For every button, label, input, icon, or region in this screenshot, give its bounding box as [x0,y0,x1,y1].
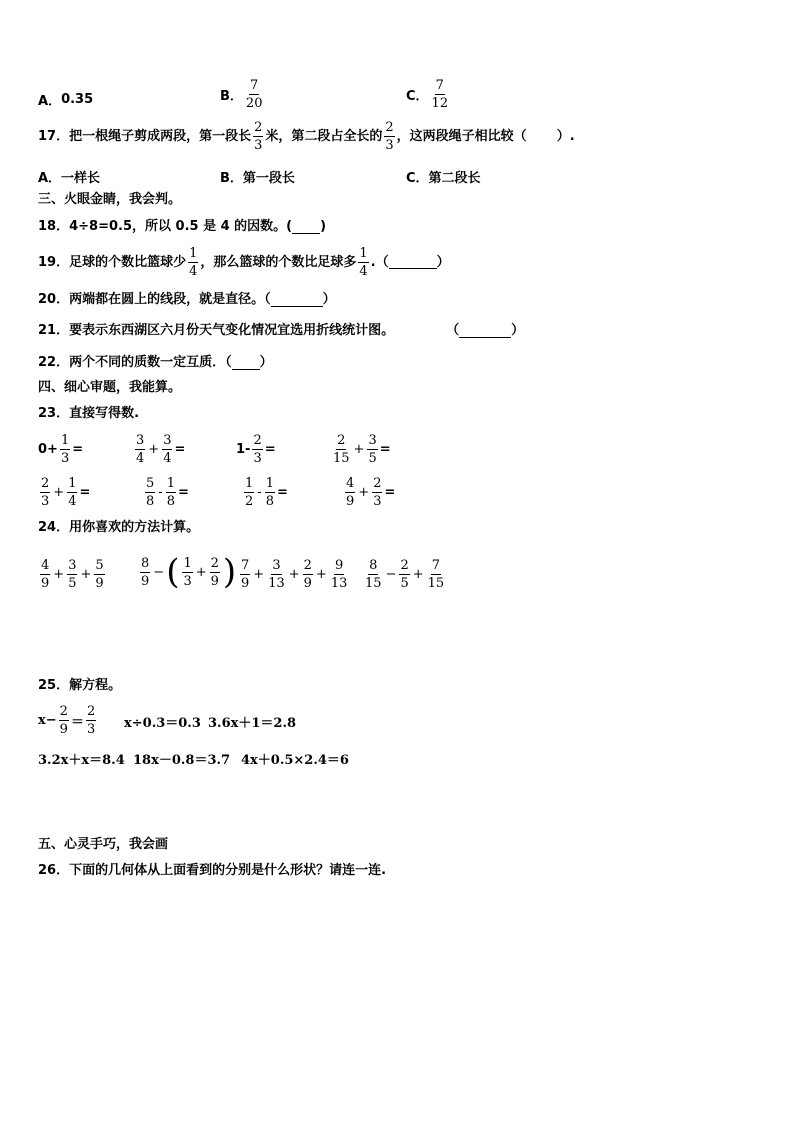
q23-expr-4[interactable] [330,433,391,466]
q20-close-paren: ） [322,292,336,307]
operator: + [412,567,424,582]
fraction-denominator: 12 [431,96,449,111]
q23-expr-1[interactable] [38,433,83,466]
fraction [244,476,254,509]
q25-equation-2[interactable] [124,712,201,731]
q25-equation-4[interactable] [38,749,125,768]
fraction-numerator: 8 [369,558,378,573]
fraction-numerator: 3 [272,558,281,573]
fraction-denominator: 3 [41,494,50,509]
q17-text-2: 米，第二段占全长的 [265,128,383,144]
fraction-denominator: 3 [253,451,262,466]
q17-option-b[interactable] [220,167,295,186]
q22-text: 22．两个不同的质数一定互质．（ [38,355,232,370]
q25-title-text: 25．解方程。 [38,678,122,693]
fraction-denominator: 4 [68,494,77,509]
operator: + [53,567,65,582]
equals-sign: = [174,442,186,457]
fraction-numerator: 2 [41,476,50,491]
q23-expr-8[interactable] [343,476,395,509]
operator: + [315,567,327,582]
fraction-denominator: 5 [68,576,77,591]
fraction-denominator: 13 [330,576,348,591]
fraction [67,476,77,509]
q23-expr-5[interactable] [38,476,90,509]
q16-option-c[interactable] [406,78,451,111]
fraction-numerator: 1 [183,555,192,571]
question-25-title [38,678,121,694]
fraction [135,433,145,466]
q16-option-b[interactable] [220,78,265,111]
option-b-label: B． [220,89,243,104]
operator: + [358,485,370,500]
question-21 [38,323,524,339]
fraction [40,558,50,591]
q21-answer-blank[interactable] [459,325,511,338]
fraction-denominator: 9 [95,576,104,591]
fraction-denominator: 3 [373,494,382,509]
operator: + [288,567,300,582]
fraction [240,558,250,591]
section-4-text: 四、细心审题，我能算。 [38,380,182,395]
equation-prefix: x− [38,713,57,728]
fraction-numerator: 7 [250,78,259,93]
fraction-numerator: 3 [368,433,377,448]
q17-text-3: ，这两段绳子相比较（ [396,128,527,144]
fraction [59,704,69,737]
fraction-denominator: 3 [60,451,70,466]
q25-equation-6[interactable] [241,749,349,768]
q23-title-text: 23．直接写得数. [38,406,140,421]
fraction [367,433,377,466]
equation-text: x÷0.3＝0.3 [124,716,201,731]
question-18 [38,219,326,235]
q17-option-a[interactable] [38,167,100,186]
q17-text-4: ）. [556,128,575,144]
fraction [40,476,50,509]
q20-answer-blank[interactable] [271,294,323,307]
fraction-denominator: 13 [268,576,285,591]
fraction-numerator: 2 [210,555,219,571]
question-20 [38,292,336,308]
question-24-title [38,520,199,536]
q21-open-paren: （ [446,323,460,338]
q19-answer-blank[interactable] [389,256,437,269]
fraction-numerator: 3 [68,558,77,573]
fraction [372,476,382,509]
fraction-numerator: 2 [373,476,382,491]
fraction-denominator: 9 [141,573,150,589]
equals-sign: = [177,485,189,500]
fraction-numerator: 2 [337,433,346,448]
fraction [86,704,96,737]
fraction-denominator: 9 [241,576,250,591]
q19-close-paren: ） [436,254,450,270]
fraction-denominator: 4 [136,451,145,466]
fraction-numerator: 2 [59,704,68,719]
q23-expr-7[interactable] [242,476,288,509]
fraction-numerator: 3 [136,433,145,448]
fraction-numerator: 2 [253,433,262,448]
equals-sign: = [384,485,396,500]
fraction-denominator: 4 [359,264,368,279]
equals-sign: = [72,442,84,457]
fraction-numerator: 1 [189,246,198,261]
equation-text: 18x－0.8＝3.7 [133,753,231,768]
operator: + [353,442,365,457]
fraction-denominator: 9 [346,494,355,509]
operator: - [257,485,262,500]
fraction-denominator: 9 [59,722,68,737]
q23-expr-6[interactable] [143,476,189,509]
fraction [332,433,351,466]
fraction [330,558,349,591]
q18-answer-blank[interactable] [292,221,320,234]
fraction [364,558,383,591]
operator: + [80,567,92,582]
fraction-numerator: 7 [435,78,444,93]
fraction-denominator: 15 [333,451,350,466]
equation-text: 4x＋0.5×2.4＝6 [241,753,349,768]
fraction [166,476,176,509]
equals-sign: = [379,442,391,457]
fraction-numerator: 2 [86,704,96,719]
q24-expr-4[interactable] [362,558,447,591]
q19-fraction-1 [188,246,198,279]
fraction-denominator: 8 [146,494,155,509]
section-5-heading [38,837,168,853]
equals-sign: = [276,485,288,500]
equation-text: 3.2x＋x＝8.4 [38,753,125,768]
fraction [267,558,286,591]
q17-option-c[interactable] [406,167,481,186]
left-paren: ( [166,552,180,592]
q24-expr-1[interactable] [38,558,107,591]
fraction-numerator: 3 [163,433,172,448]
fraction-numerator: 2 [385,120,394,135]
question-26 [38,863,386,879]
fraction-numerator: 2 [254,120,263,135]
option-c-fraction [431,78,450,111]
fraction-numerator: 2 [303,558,312,573]
option-a-label: A．一样长 [38,171,101,186]
q24-title-text: 24．用你喜欢的方法计算。 [38,520,200,535]
q21-text: 21．要表示东西湖区六月份天气变化情况宜选用折线统计图。 [38,323,395,338]
option-a-value: 0.35 [61,92,94,107]
fraction-denominator: 3 [385,138,394,153]
fraction-denominator: 8 [166,494,175,509]
fraction [265,476,275,509]
section-3-heading [38,192,181,208]
expr-prefix: 0+ [38,442,58,457]
q25-equation-3[interactable] [208,712,296,731]
operator: - [158,485,163,500]
section-5-text: 五、心灵手巧，我会画 [38,837,169,852]
q17-fraction-1 [253,120,263,153]
q25-equation-1[interactable] [38,704,98,737]
q25-equation-5[interactable] [133,749,230,768]
q18-text: 18．4÷8=0.5，所以 0.5 是 4 的因数。( [38,219,293,234]
fraction [162,433,172,466]
q22-close-paren: ） [259,355,273,370]
q24-expr-3[interactable] [238,558,350,591]
fraction-denominator: 20 [245,96,263,111]
operator: − [153,564,165,580]
fraction-numerator: 1 [245,476,254,491]
fraction [94,558,104,591]
option-c-label: C．第二段长 [406,171,481,186]
fraction [60,433,70,466]
fraction-denominator: 9 [303,576,312,591]
fraction [145,476,155,509]
fraction-denominator: 15 [365,576,382,591]
q19-text-2: ，那么篮球的个数比足球多 [200,254,357,270]
fraction-numerator: 1 [68,476,77,491]
equals-sign: ＝ [70,715,84,730]
question-23-title [38,406,139,422]
q17-text-1: 17．把一根绳子剪成两段，第一段长 [38,128,252,144]
fraction-denominator: 2 [245,494,254,509]
fraction-numerator: 1 [166,476,175,491]
q19-text-3: .（ [370,254,389,270]
fraction-denominator: 8 [265,494,274,509]
fraction-denominator: 4 [189,264,198,279]
fraction-denominator: 3 [254,138,263,153]
equals-sign: = [264,442,276,457]
option-b-label: B．第一段长 [220,171,295,186]
q19-fraction-2 [358,246,368,279]
fraction [210,556,220,589]
fraction-denominator: 5 [368,451,377,466]
operator: + [53,485,65,500]
q18-close-paren: ) [320,219,327,234]
fraction-numerator: 4 [41,558,50,573]
fraction-numerator: 1 [265,476,274,491]
q23-expr-2[interactable] [133,433,185,466]
fraction-denominator: 3 [183,573,192,589]
fraction-numerator: 4 [346,476,355,491]
fraction-numerator: 1 [359,246,368,261]
q26-text: 26．下面的几何体从上面看到的分别是什么形状？请连一连. [38,863,387,878]
operator: + [148,442,160,457]
fraction-denominator: 15 [427,576,445,591]
equation-text: 3.6x＋1＝2.8 [208,716,297,731]
q16-option-a[interactable] [38,90,93,109]
fraction-numerator: 7 [241,558,250,573]
equals-sign: = [79,485,91,500]
fraction-numerator: 7 [431,558,441,573]
fraction-denominator: 4 [163,451,172,466]
fraction-numerator: 8 [141,555,150,571]
fraction [345,476,355,509]
expr-prefix: 1- [236,442,251,457]
fraction-numerator: 9 [334,558,344,573]
fraction [399,558,409,591]
fraction-denominator: 3 [86,722,96,737]
q17-fraction-2 [384,120,394,153]
option-b-fraction [245,78,264,111]
fraction [303,558,313,591]
fraction [182,556,192,589]
operator: − [385,567,397,582]
fraction-numerator: 5 [146,476,155,491]
fraction-denominator: 9 [41,576,50,591]
question-19 [38,246,450,279]
fraction [140,556,150,589]
question-22 [38,355,273,371]
section-4-heading [38,380,181,396]
fraction-denominator: 9 [210,573,219,589]
question-17 [38,120,575,153]
fraction [252,433,262,466]
q19-text-1: 19．足球的个数比篮球少 [38,254,187,270]
operator: + [195,564,207,580]
q22-answer-blank[interactable] [232,357,260,370]
fraction-numerator: 2 [400,558,409,573]
operator: + [253,567,265,582]
option-a-label: A． [38,94,62,109]
fraction-numerator: 5 [95,558,104,573]
q21-close-paren: ） [511,323,525,338]
fraction [67,558,77,591]
fraction-numerator: 1 [60,433,70,448]
fraction [427,558,446,591]
q23-expr-3[interactable] [236,433,276,466]
section-3-text: 三、火眼金睛，我会判。 [38,192,182,207]
q20-text: 20．两端都在圆上的线段，就是直径。（ [38,292,271,307]
q24-expr-2[interactable] [138,552,237,592]
fraction-denominator: 5 [400,576,409,591]
right-paren: ) [222,552,237,592]
option-c-label: C． [406,89,429,104]
